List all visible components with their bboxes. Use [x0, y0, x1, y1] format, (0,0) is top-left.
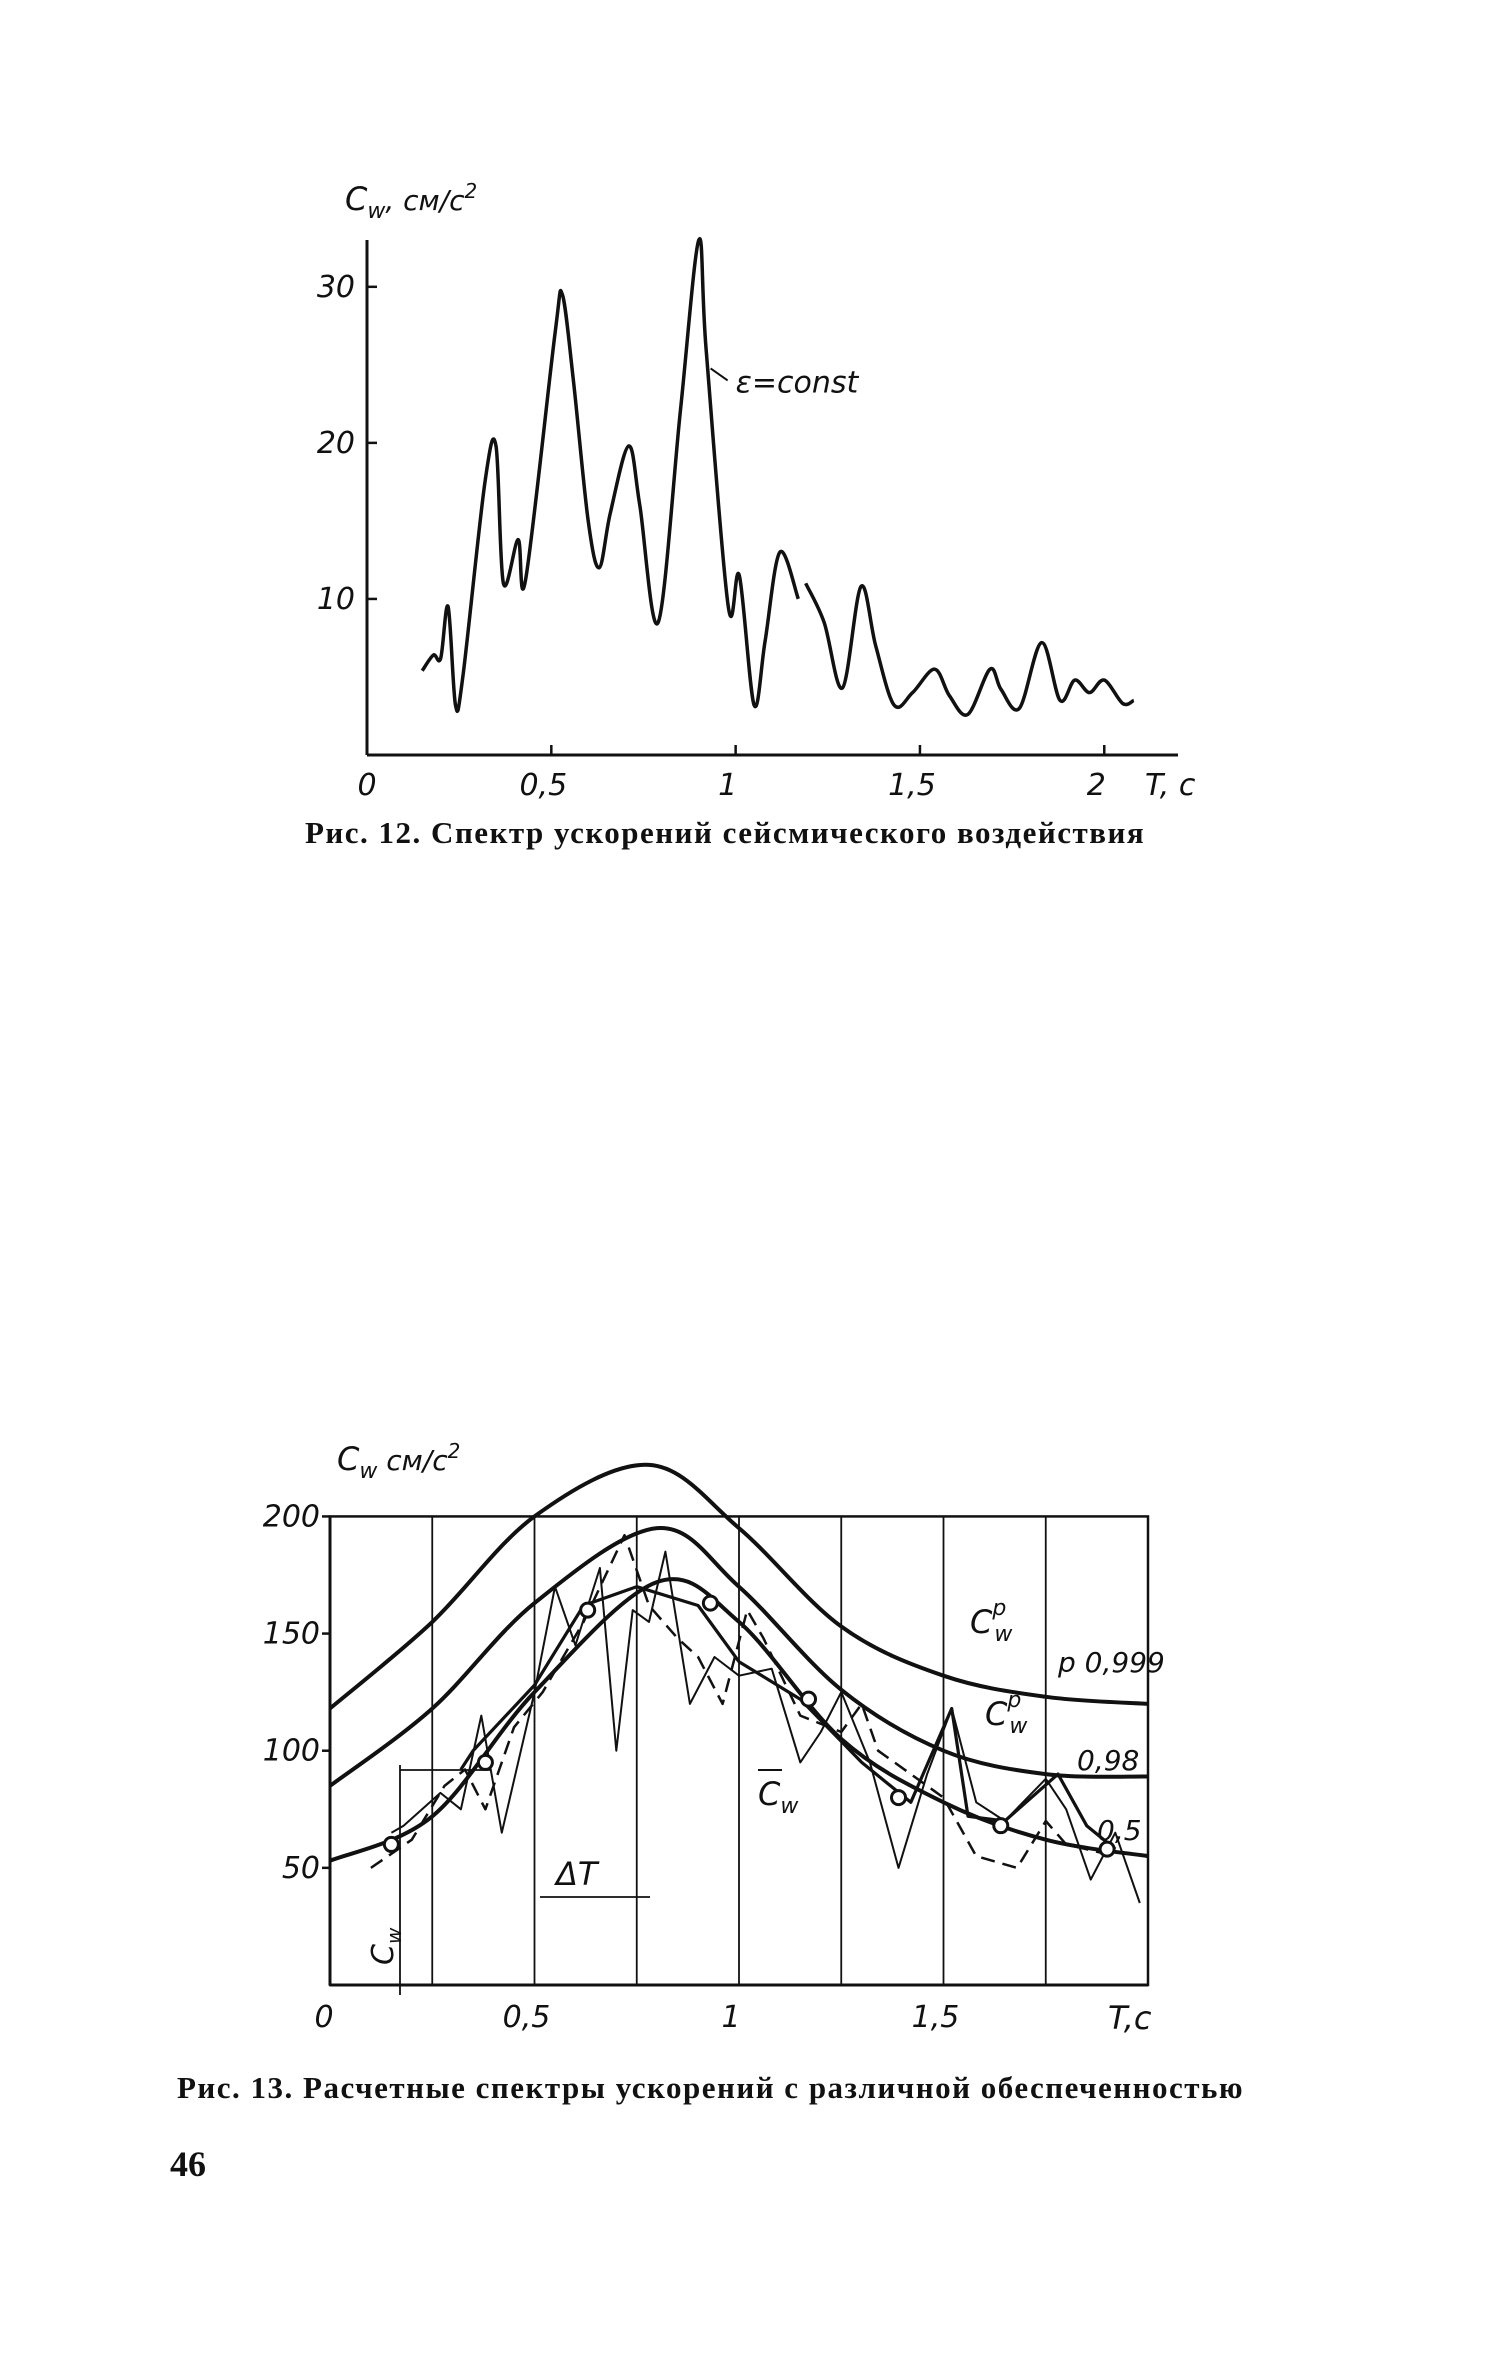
cwp-label-lower-sub: w [1009, 1714, 1028, 1739]
x-tick-label: 0 [314, 2000, 334, 2035]
spectrum-point [703, 1596, 717, 1610]
figure-12-caption: Рис. 12. Спектр ускорений сейсмического воздействия [305, 815, 1146, 850]
spectrum-point [994, 1819, 1008, 1833]
x-axis-label: T,с [1108, 1999, 1152, 2037]
x-tick-label: 0,5 [519, 768, 568, 803]
y-axis-label: $C_w$ $см/с^2$ [337, 1439, 461, 1484]
cwp-label-upper: $C^p$ w [970, 1596, 1013, 1647]
x-tick-label: 1 [721, 2000, 741, 2035]
y-axis-label: $C_w$, $см/с^2$ [345, 179, 478, 224]
y-axis-label-sub: w [367, 199, 386, 224]
delta-t-label: ΔT [556, 1855, 598, 1893]
y-axis-label-sup: 2 [447, 1439, 461, 1463]
x-tick-label: 1 [718, 768, 738, 803]
y-tick-label: 100 [262, 1733, 320, 1769]
y-tick-label: 50 [281, 1850, 320, 1886]
figure-12 [317, 179, 1196, 803]
page-number: 46 [170, 2144, 206, 2184]
x-tick-label: 1,5 [888, 768, 936, 803]
spectrum-point [478, 1755, 492, 1769]
y-tick-label: 30 [316, 269, 355, 305]
cw-bar-label: $C_w$ [758, 1775, 799, 1819]
x-tick-label: 0,5 [502, 2000, 551, 2035]
spectrum-point [892, 1791, 906, 1805]
x-axis-label: T, с [1145, 768, 1196, 803]
x-tick-label: 2 [1086, 768, 1106, 803]
y-tick-label: 150 [262, 1616, 320, 1652]
y-axis-label-units: , см/с [385, 184, 465, 217]
x-tick-label: 1,5 [911, 2000, 960, 2035]
y-axis-label-sup: 2 [464, 179, 478, 203]
cwp-label-upper-sup: p [992, 1596, 1007, 1621]
cwp-label-upper-sub: w [994, 1622, 1013, 1647]
x-tick-label: 0 [357, 768, 377, 803]
spectrum-line-0 [422, 239, 798, 711]
cw-bar-rotated-label: $C_w$ [366, 1927, 406, 1965]
level-label-098: 0,98 [1077, 1744, 1140, 1777]
level-label-05: 0,5 [1097, 1814, 1142, 1847]
y-tick-label: 10 [316, 581, 355, 617]
y-axis-label-sub: w [359, 1459, 378, 1484]
cw-bar-label-sub: w [780, 1794, 799, 1819]
y-tick-label: 20 [316, 425, 355, 461]
figure-13-caption: Рис. 13. Расчетные спектры ускорений с различной обеспеченностью [177, 2070, 1245, 2105]
spectrum-point [581, 1603, 595, 1617]
cwp-label-lower: $C^p$ w [985, 1688, 1028, 1739]
spectrum-point [384, 1837, 398, 1851]
spectrum-line-1 [806, 583, 1134, 715]
annotation-leader [711, 368, 728, 380]
cwp-label-lower-sup: p [1007, 1688, 1022, 1713]
level-label-0999: p 0,999 [1058, 1646, 1165, 1679]
spectrum-point [802, 1692, 816, 1706]
y-tick-label: 200 [262, 1499, 320, 1535]
cw-bar-rotated-sub: w [382, 1927, 406, 1945]
y-axis-label-units: см/с [377, 1444, 448, 1477]
figure-13 [263, 1439, 1165, 2037]
epsilon-const-annotation: ε=const [735, 365, 859, 401]
